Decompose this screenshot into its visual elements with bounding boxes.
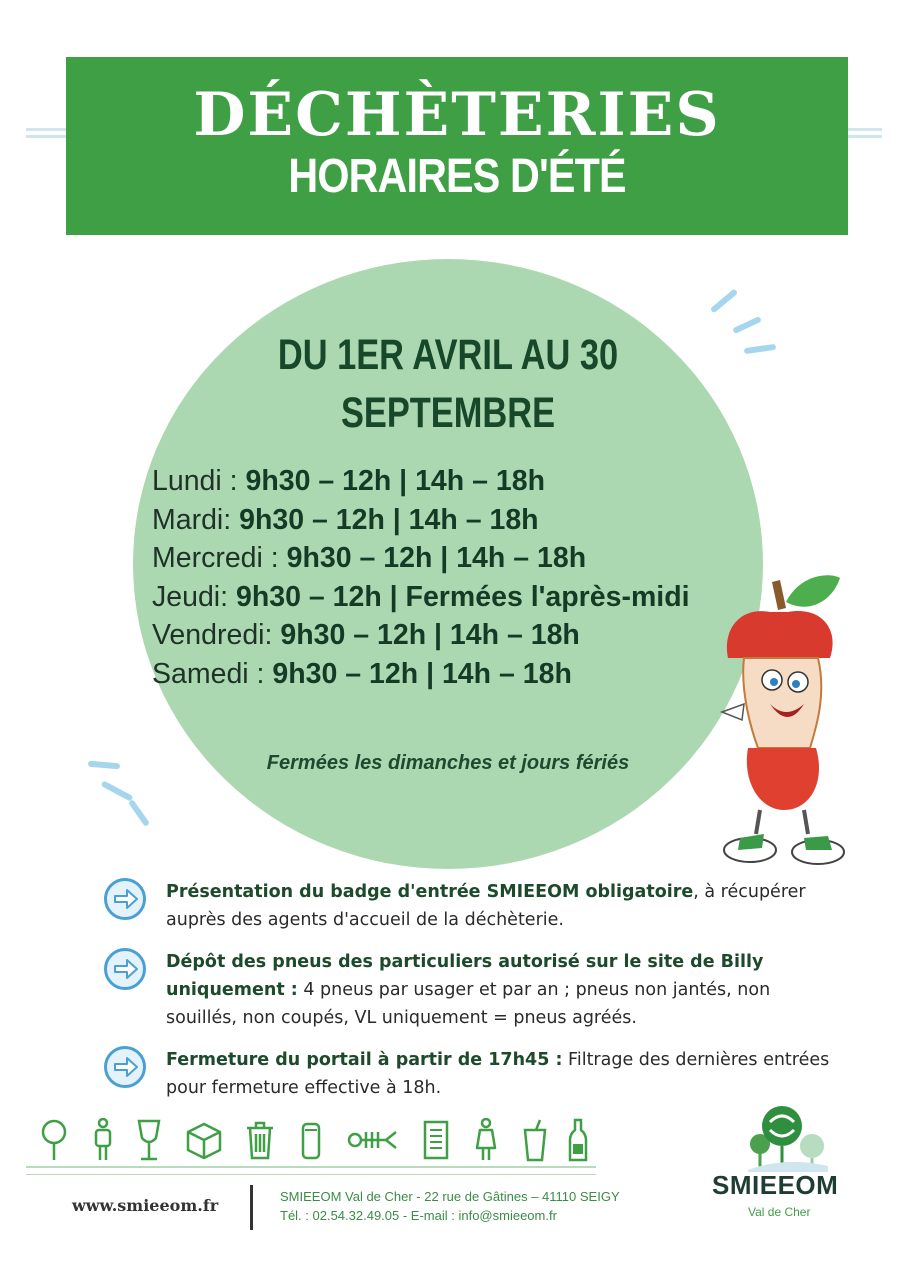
contact-address	[280, 1187, 620, 1225]
logo-name: SMIEEOM	[712, 1170, 839, 1200]
time-range: 9h30 – 12h | 14h – 18h	[239, 503, 539, 536]
hours-row-mardi	[152, 501, 812, 540]
info-bold: Fermeture du portail à partir de 17h45 :	[166, 1050, 563, 1070]
day-label: Vendredi:	[152, 619, 281, 652]
info-detail: , à récupérer auprès des agents d'accueil de la déchèterie.	[166, 882, 806, 930]
fish-bone-icon	[346, 1118, 398, 1162]
phone-email-line: Tél. : 02.54.32.49.05 - E-mail : info@smieeom.fr	[280, 1208, 557, 1223]
day-label: Samedi :	[152, 657, 273, 690]
sparkle-decoration	[128, 799, 150, 827]
day-label: Lundi :	[152, 465, 246, 497]
hours-row-lundi	[152, 462, 812, 501]
document-icon	[422, 1118, 450, 1162]
waste-icons-row	[38, 1118, 594, 1166]
arrow-right-icon	[104, 1046, 146, 1088]
closed-days-note: Fermées les dimanches et jours fériés	[266, 752, 630, 774]
address-line: SMIEEOM Val de Cher - 22 rue de Gâtines – 41110 SEIGY	[280, 1189, 620, 1204]
glass-icon	[136, 1118, 162, 1162]
day-label: Mercredi :	[152, 542, 287, 575]
period-line-1: DU 1ER AVRIL AU 30	[277, 331, 619, 379]
time-range: 9h30 – 12h | 14h – 18h	[272, 657, 572, 690]
trash-bin-icon	[244, 1118, 276, 1162]
page-subtitle: HORAIRES D'ÉTÉ	[288, 150, 626, 203]
time-range: 9h30 – 12h | 14h – 18h	[245, 465, 545, 497]
info-item-gate	[104, 1046, 844, 1106]
time-range: 9h30 – 12h | Fermées l'après-midi	[235, 580, 690, 613]
info-bold: Dépôt des pneus des particuliers autorisé sur le site de Billy uniquement :	[166, 952, 764, 1000]
bottle-icon	[568, 1118, 588, 1162]
person-icon	[92, 1118, 114, 1162]
footer-separator	[250, 1185, 253, 1230]
sparkle-decoration	[744, 344, 777, 354]
info-text	[166, 1046, 846, 1102]
day-label: Mardi:	[152, 503, 240, 536]
page-title: DÉCHÈTERIES	[193, 80, 721, 150]
info-text	[166, 878, 846, 934]
time-range: 9h30 – 12h | 14h – 18h	[280, 619, 580, 652]
header-banner	[66, 57, 848, 235]
sparkle-decoration	[710, 288, 738, 313]
info-detail: 4 pneus par usager et par an ; pneus non jantés, non souillés, non coupés, VL uniquement = pneus agréés.	[166, 980, 771, 1028]
info-detail: Filtrage des dernières entrées pour fermeture effective à 18h.	[166, 1050, 830, 1098]
sparkle-decoration	[732, 316, 762, 334]
tree-icon	[38, 1118, 70, 1162]
smieeom-logo-icon	[740, 1102, 830, 1172]
period-line-2: SEPTEMBRE	[340, 389, 556, 437]
apple-mascot-icon	[700, 572, 860, 872]
footer-divider	[26, 1174, 596, 1175]
info-bold: Présentation du badge d'entrée SMIEEOM obligatoire	[166, 882, 694, 902]
website-link[interactable]: www.smieeom.fr	[72, 1196, 219, 1215]
info-item-badge	[104, 878, 844, 938]
period-title	[196, 326, 700, 442]
can-icon	[300, 1118, 322, 1162]
footer-divider	[26, 1166, 596, 1168]
box-icon	[184, 1118, 224, 1162]
sparkle-decoration	[88, 761, 120, 770]
woman-icon	[474, 1118, 498, 1162]
sparkle-decoration	[101, 780, 134, 801]
arrow-right-icon	[104, 878, 146, 920]
time-range: 9h30 – 12h | 14h – 18h	[286, 542, 587, 575]
info-text	[166, 948, 846, 1032]
header-deco-left	[26, 128, 70, 142]
logo-subtitle: Val de Cher	[748, 1205, 811, 1219]
day-label: Jeudi:	[152, 580, 236, 613]
arrow-right-icon	[104, 948, 146, 990]
info-item-tyres	[104, 948, 844, 1038]
cup-icon	[522, 1118, 548, 1162]
